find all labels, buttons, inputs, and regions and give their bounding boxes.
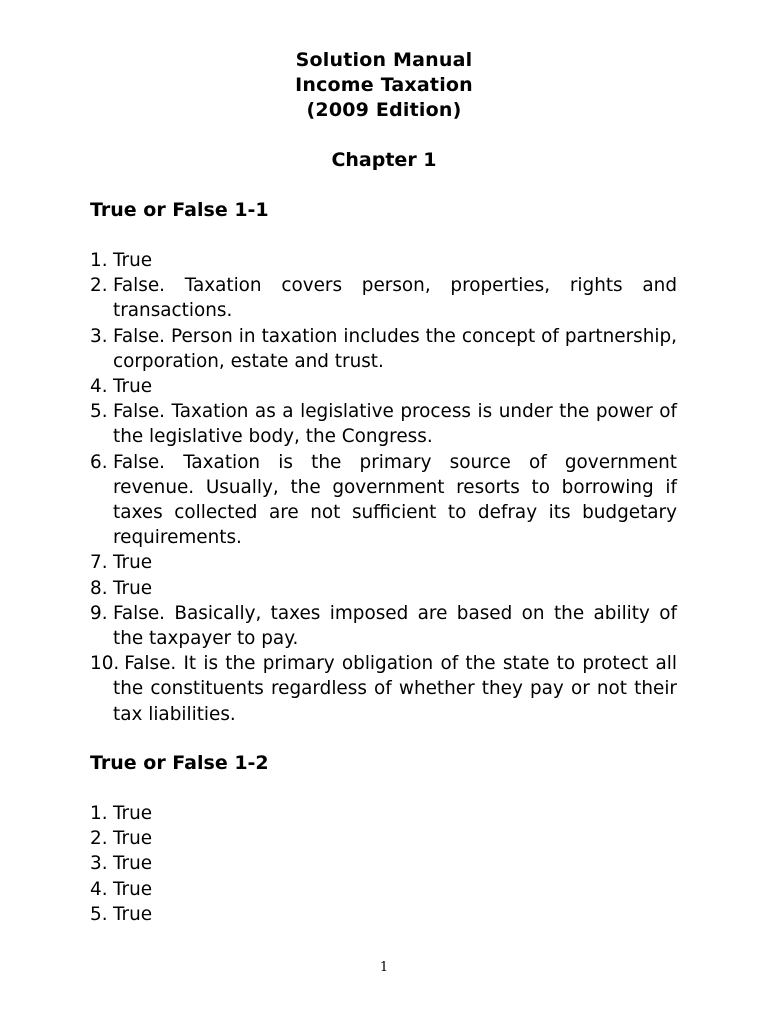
item-text: False. Taxation is the primary source of government revenue. Usually, the government resorts to borrowing if taxes collected are not sufficient to defray its budgetary requirements.: [113, 451, 677, 549]
item-number: 9.: [90, 602, 108, 624]
list-item: [90, 399, 677, 449]
item-text: True: [113, 828, 153, 850]
list-item: [90, 273, 677, 323]
item-number: 4.: [90, 878, 108, 900]
item-text: True: [113, 878, 153, 900]
item-text: True: [113, 903, 153, 925]
list-item: [90, 801, 677, 826]
list-item: [90, 877, 677, 902]
list-item: [90, 248, 677, 273]
chapter-heading: Chapter 1: [331, 149, 437, 171]
item-number: 2.: [90, 275, 108, 297]
item-number: 5.: [90, 903, 108, 925]
list-item: [90, 851, 677, 876]
title-line-1: Solution Manual: [295, 49, 473, 71]
list-item: [90, 651, 677, 727]
item-number: 3.: [90, 325, 108, 347]
item-number: 6.: [90, 451, 108, 473]
item-text: False. Taxation as a legislative process is under the power of the legislative body, the Congress.: [113, 401, 677, 448]
list-item: [90, 576, 677, 601]
item-text: True: [113, 250, 153, 271]
list-item: [90, 550, 677, 575]
list-item: [90, 902, 677, 927]
section-heading-1-1: True or False 1-1: [90, 199, 269, 221]
item-number: 8.: [90, 577, 108, 599]
item-text: False. Taxation covers person, properties, rights and transactions.: [113, 275, 677, 322]
title-line-3: (2009 Edition): [306, 99, 462, 121]
item-text: True: [113, 552, 153, 574]
list-item: [90, 324, 677, 374]
item-number: 7.: [90, 552, 108, 574]
item-number: 2.: [90, 828, 108, 850]
item-number: 4.: [90, 376, 108, 398]
answer-list-1-2: [90, 801, 677, 927]
item-text: False. Basically, taxes imposed are based on the ability of the taxpayer to pay.: [113, 602, 677, 650]
answer-list-1-1: [90, 248, 677, 727]
item-text: True: [113, 853, 153, 875]
item-text: True: [113, 577, 153, 599]
page-number: 1: [379, 960, 389, 975]
item-number: 3.: [90, 853, 108, 875]
title-line-2: Income Taxation: [295, 74, 473, 96]
item-text: False. Person in taxation includes the concept of partnership, corporation, estate and trust.: [113, 325, 677, 372]
item-number: 1.: [90, 250, 108, 271]
item-number: 5.: [90, 401, 108, 423]
item-number: 10.: [90, 653, 120, 675]
document-title: [0, 48, 768, 123]
list-item: [90, 601, 677, 651]
item-text: True: [113, 376, 153, 398]
item-number: 1.: [90, 803, 108, 824]
list-item: [90, 374, 677, 399]
list-item: [90, 826, 677, 851]
list-item: [90, 450, 677, 551]
section-heading-1-2: True or False 1-2: [90, 752, 269, 774]
item-text: False. It is the primary obligation of the state to protect all the constituents regardless of whether they pay or not their tax liabilities.: [113, 653, 677, 725]
item-text: True: [113, 803, 153, 824]
